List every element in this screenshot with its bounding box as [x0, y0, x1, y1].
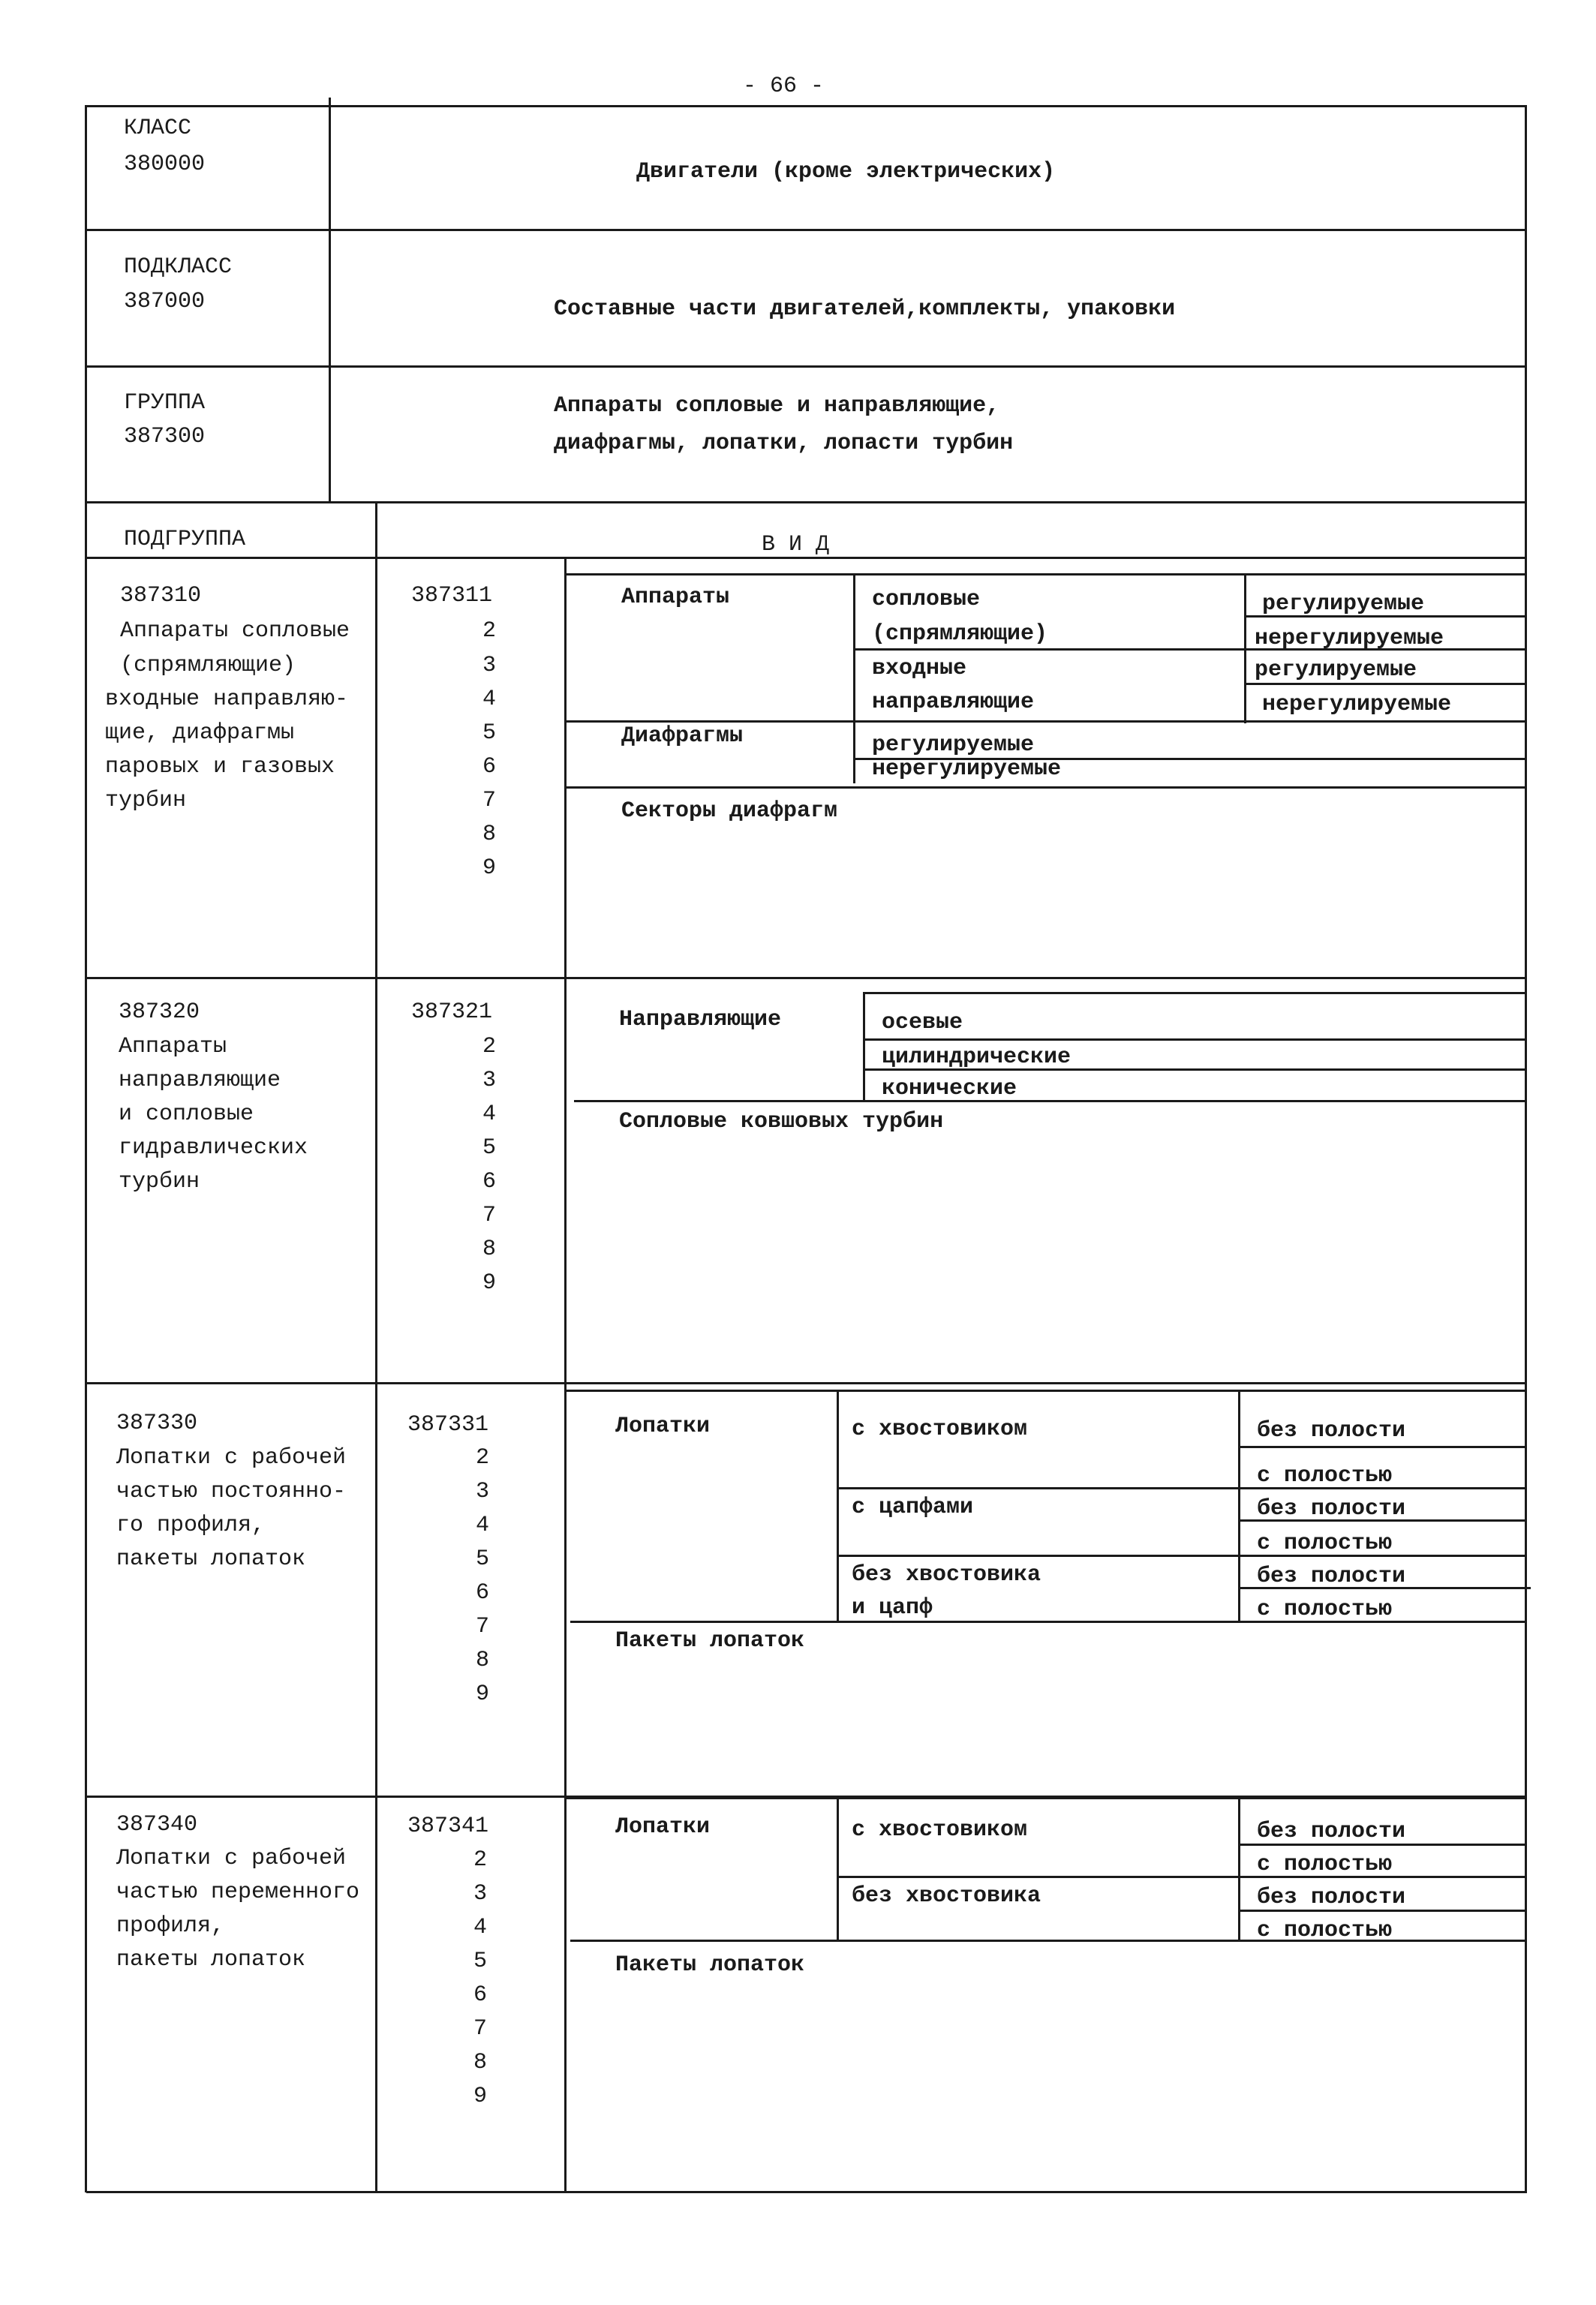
subgroup-desc-line: Аппараты — [119, 1034, 227, 1059]
vid-code-num: 6 — [482, 1169, 496, 1195]
subgroup-desc-line: Аппараты сопловые — [120, 618, 350, 644]
col-divider-1 — [375, 501, 377, 2192]
vid-code-num: 2 — [482, 1034, 496, 1059]
rule-gruppa — [86, 501, 1527, 503]
subgroup-desc-line: турбин — [105, 788, 187, 813]
item-lopatki: Лопатки — [615, 1414, 711, 1439]
subgroup-desc-line: Лопатки с рабочей — [116, 1846, 347, 1871]
vid-code-num: 9 — [473, 2084, 487, 2109]
item-reguliruemye: регулируемые — [1262, 591, 1425, 617]
border-top — [86, 105, 1527, 107]
s3-v-a — [837, 1390, 839, 1622]
vid-code-num: 2 — [482, 618, 496, 644]
vid-code-num: 3 — [473, 1881, 487, 1907]
item-pakety: Пакеты лопаток — [615, 1952, 805, 1978]
vid-header: В И Д — [762, 532, 830, 557]
subgroup-desc-line: (спрямляющие) — [120, 653, 296, 678]
vid-code-num: 8 — [473, 2050, 487, 2075]
subgroup-code: 387310 — [120, 583, 202, 609]
s4-h-2 — [837, 1876, 1526, 1878]
item-reguliruemye: регулируемые — [872, 732, 1035, 758]
vid-code-num: 5 — [473, 1949, 487, 1974]
section-rule-2 — [86, 1382, 1527, 1384]
item-reguliruemye: регулируемые — [1255, 657, 1417, 683]
item-s-tsapfami: с цапфами — [852, 1495, 974, 1520]
s3-h-2 — [837, 1487, 1526, 1489]
vid-code-num: 8 — [475, 1648, 489, 1673]
section-rule-1 — [86, 977, 1527, 979]
s3-top — [564, 1390, 1526, 1392]
item-vkhodnye: входные — [872, 656, 967, 681]
subgroup-desc-line: частью постоянно- — [116, 1479, 347, 1504]
subgroup-desc-line: и сопловые — [119, 1101, 254, 1127]
s2-top — [863, 992, 1525, 994]
vid-code-num: 6 — [475, 1580, 489, 1606]
item-s-polostyu: с полостью — [1257, 1463, 1393, 1489]
vid-code-num: 8 — [482, 1237, 496, 1262]
vid-code-num: 7 — [473, 2016, 487, 2042]
podgruppa-header: ПОДГРУППА — [124, 527, 246, 552]
item-s-polostyu: с полостью — [1257, 1597, 1393, 1622]
col-divider-2 — [564, 557, 567, 2192]
subgroup-code: 387330 — [116, 1411, 198, 1436]
gruppa-title-line1: Аппараты сопловые и направляющие, — [554, 393, 1000, 419]
podklass-label: ПОДКЛАСС — [124, 254, 233, 280]
gruppa-label: ГРУППА — [124, 390, 206, 416]
vid-code-num: 4 — [482, 687, 496, 712]
item-bez-polosti: без полости — [1257, 1885, 1406, 1910]
vid-code-num: 3 — [482, 653, 496, 678]
subgroup-desc-line: го профиля, — [116, 1513, 266, 1538]
rule-podklass — [86, 365, 1527, 368]
item-soplovye-kovshovykh: Сопловые ковшовых турбин — [619, 1109, 944, 1134]
item-napravlyayushchie: направляющие — [872, 690, 1035, 715]
item-bez-khvostovika: без хвостовика — [852, 1883, 1041, 1909]
s4-top — [564, 1797, 1526, 1799]
vid-code-num: 6 — [482, 754, 496, 780]
gruppa-code: 387300 — [124, 424, 206, 449]
item-nereguliruemye: нерегулируемые — [872, 756, 1062, 782]
item-tsilindricheskie: цилиндрические — [882, 1044, 1072, 1070]
s2-h-3 — [574, 1100, 1525, 1102]
subgroup-desc-line: пакеты лопаток — [116, 1546, 306, 1572]
vid-code-num: 7 — [475, 1614, 489, 1639]
podklass-title: Составные части двигателей,комплекты, упаковки — [554, 296, 1176, 322]
s1-h-6 — [564, 786, 1526, 789]
vid-code-num: 5 — [475, 1546, 489, 1572]
subgroup-desc-line: профиля, — [116, 1913, 225, 1939]
item-osevye: осевые — [882, 1010, 963, 1035]
vid-code-num: 3 — [475, 1479, 489, 1504]
item-bez-polosti: без полости — [1257, 1418, 1406, 1444]
klass-label: КЛАСС — [124, 116, 192, 141]
podklass-code: 387000 — [124, 289, 206, 314]
item-lopatki: Лопатки — [615, 1814, 711, 1840]
item-s-khvostovikom: с хвостовиком — [852, 1417, 1028, 1442]
item-konicheskie: конические — [882, 1076, 1017, 1101]
item-sektory: Секторы диафрагм — [621, 798, 838, 824]
s3-h-1 — [1238, 1446, 1526, 1448]
border-right — [1525, 105, 1527, 2192]
klass-title: Двигатели (кроме электрических) — [636, 159, 1056, 185]
s2-h-1 — [863, 1038, 1525, 1041]
item-i-tsapf: и цапф — [852, 1595, 933, 1621]
gruppa-title-line2: диафрагмы, лопатки, лопасти турбин — [554, 431, 1014, 456]
item-nereguliruemye: нерегулируемые — [1262, 692, 1452, 717]
item-soplovye: сопловые — [872, 587, 981, 612]
header-divider — [329, 98, 331, 503]
rule-klass — [86, 229, 1527, 231]
vid-code-num: 4 — [473, 1915, 487, 1940]
item-nereguliruemye: нерегулируемые — [1255, 626, 1444, 651]
item-spryamlyayushchie: (спрямляющие) — [872, 621, 1048, 647]
vid-code-num: 6 — [473, 1982, 487, 2008]
s4-v-b — [1238, 1797, 1240, 1940]
subgroup-desc-line: гидравлических — [119, 1135, 308, 1161]
s1-v-a — [853, 573, 855, 783]
border-bottom — [86, 2191, 1527, 2193]
vid-code-num: 4 — [475, 1513, 489, 1538]
s4-v-a — [837, 1797, 839, 1940]
subgroup-desc-line: частью переменного — [116, 1880, 360, 1905]
vid-code-num: 5 — [482, 720, 496, 746]
subgroup-desc-line: щие, диафрагмы — [105, 720, 295, 746]
item-s-khvostovikom: с хвостовиком — [852, 1817, 1028, 1843]
subgroup-desc-line: турбин — [119, 1169, 200, 1195]
item-bez-polosti: без полости — [1257, 1564, 1406, 1589]
item-napravlyayushchie: Направляющие — [619, 1007, 782, 1032]
item-bez-polosti: без полости — [1257, 1819, 1406, 1844]
vid-code-num: 2 — [473, 1847, 487, 1873]
vid-code-num: 9 — [482, 855, 496, 881]
vid-code-num: 5 — [482, 1135, 496, 1161]
vid-code-num: 9 — [482, 1270, 496, 1296]
subgroup-code: 387340 — [116, 1812, 198, 1838]
border-left — [85, 105, 87, 2192]
vid-code-first: 387321 — [411, 999, 493, 1025]
item-s-polostyu: с полостью — [1257, 1531, 1393, 1556]
vid-code-first: 387311 — [411, 583, 493, 609]
vid-code-num: 2 — [475, 1445, 489, 1471]
item-s-polostyu: с полостью — [1257, 1852, 1393, 1877]
item-bez-polosti: без полости — [1257, 1496, 1406, 1522]
item-pakety: Пакеты лопаток — [615, 1628, 805, 1654]
item-bez-khvostovika: без хвостовика — [852, 1562, 1041, 1588]
klass-code: 380000 — [124, 152, 206, 177]
subgroup-desc-line: направляющие — [119, 1068, 281, 1093]
vid-code-num: 7 — [482, 788, 496, 813]
s2-v-a — [863, 992, 865, 1101]
vid-code-first: 387341 — [407, 1814, 489, 1839]
item-diafragmy: Диафрагмы — [621, 723, 744, 749]
vid-code-first: 387331 — [407, 1412, 489, 1438]
vid-code-num: 8 — [482, 822, 496, 847]
s3-h-4 — [837, 1555, 1526, 1557]
vid-code-num: 4 — [482, 1101, 496, 1127]
vid-code-num: 3 — [482, 1068, 496, 1093]
item-s-polostyu: с полостью — [1257, 1918, 1393, 1943]
vid-code-num: 9 — [475, 1681, 489, 1707]
subgroup-desc-line: пакеты лопаток — [116, 1947, 306, 1973]
subgroup-code: 387320 — [119, 999, 200, 1025]
s1-top — [564, 573, 1526, 575]
subgroup-desc-line: входные направляю- — [105, 687, 349, 712]
subgroup-desc-line: паровых и газовых — [105, 754, 335, 780]
vid-code-num: 7 — [482, 1203, 496, 1228]
subgroup-desc-line: Лопатки с рабочей — [116, 1445, 347, 1471]
page-number: - 66 - — [743, 74, 825, 99]
item-apparaty: Аппараты — [621, 585, 730, 610]
